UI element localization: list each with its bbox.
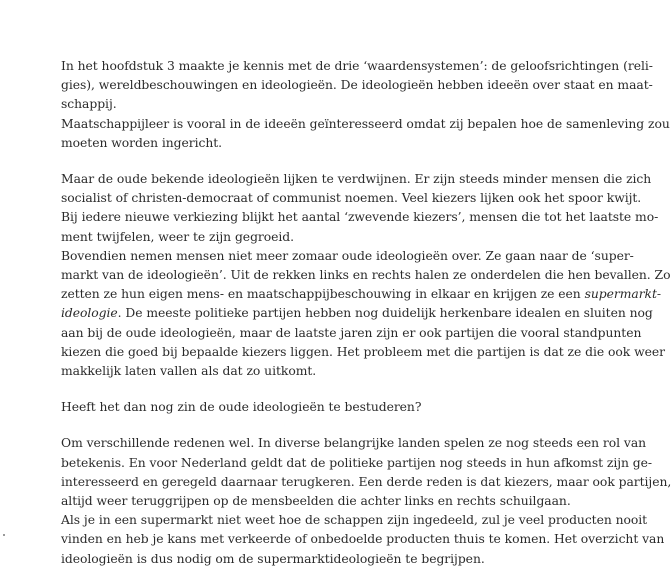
emphasis-term: supermarkt- [584,287,662,302]
text-line: ideologieën is dus nodig om de supermarktideologieën te begrijpen. [61,551,485,566]
text-line: markt van de ideologieën’. Uit de rekken links en rechts halen ze onderdelen die hen bevallen. Zo [61,268,671,283]
text-line: In het hoofdstuk 3 maakte je kennis met de drie ‘waardensystemen’: de geloofsrichtingen (reli- [61,59,653,73]
document-text [61,57,671,569]
text-line: Als je in een supermarkt niet weet hoe de schappen zijn ingedeeld, zul je veel producten nooit [61,513,648,528]
text-run: zetten ze hun eigen mens- en maatschappijbeschouwing in elkaar en krijgen ze een [61,287,585,302]
text-line: altijd weer teruggrijpen op de mensbeelden die achter links en rechts schuilgaan. [61,494,571,509]
text-line: interesseerd en geregeld daarnaar terugkeren. Een derde reden is dat kiezers, maar ook partijen, [61,474,671,489]
page-edge-mark [3,534,5,536]
paragraph-question [61,398,589,417]
text-line: betekenis. En voor Nederland geldt dat de politieke partijen nog steeds in hun afkomst zijn ge- [61,455,653,470]
text-line: Heeft het dan nog zin de oude ideologieën te bestuderen? [61,400,422,415]
text-line: aan bij de oude ideologieën, maar de laatste jaren zijn er ook partijen die vooral standpunten [61,325,642,340]
paragraph-conclusie [61,511,665,569]
text-line: Maar de oude bekende ideologieën lijken te verdwijnen. Er zijn steeds minder mensen die zich [61,172,652,187]
text-line: Bovendien nemen mensen niet meer zomaar oude ideologieën over. Ze gaan naar de ‘super- [61,248,634,263]
text-run: . De meeste politieke partijen hebben nog duidelijk herkenbare idealen en sluiten nog [117,306,653,321]
text-line: socialist of christen-democraat of communist noemen. Veel kiezers lijken ook het spoor kwijt. [61,191,642,206]
paragraph-redenen [61,434,671,511]
text-line: Om verschillende redenen wel. In diverse belangrijke landen spelen ze nog steeds een rol van [61,436,647,451]
paragraph-oude-ideologieen [61,170,659,247]
paragraph-supermarkt [61,247,671,381]
text-line [61,285,662,304]
emphasis-term: ideologie [61,306,118,321]
text-line: vinden en heb je kans met verkeerde of onbedoelde producten thuis te komen. Het overzicht van [61,532,665,547]
paragraph-spacer [61,153,589,170]
text-line: ment twijfelen, weer te zijn gegroeid. [61,229,295,244]
paragraph-spacer [61,381,589,398]
paragraph-intro [61,57,653,115]
text-line [61,304,653,323]
text-line: moeten worden ingericht. [61,135,223,150]
paragraph-maatschappijleer [61,115,670,153]
text-line: kiezen die goed bij bepaalde kiezers liggen. Het probleem met die partijen is dat ze die ook weer [61,344,665,359]
text-line: gies), wereldbeschouwingen en ideologieën. De ideologieën hebben ideeën over staat en maat- [61,78,653,93]
text-line: makkelijk laten vallen als dat zo uitkomt. [61,364,317,379]
paragraph-spacer [61,417,589,434]
text-line: schappij. [61,97,117,112]
text-line: Maatschappijleer is vooral in de ideeën geïnteresseerd omdat zij bepalen hoe de samenleving zou [61,116,670,131]
text-line: Bij iedere nieuwe verkiezing blijkt het aantal ‘zwevende kiezers’, mensen die tot het laatste mo- [61,210,659,225]
